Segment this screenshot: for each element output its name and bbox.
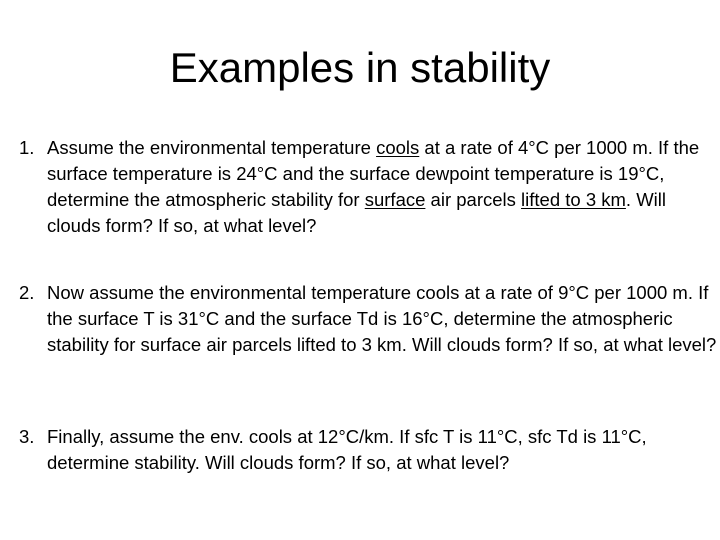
list-item-1	[19, 135, 719, 239]
list-item-2	[19, 280, 719, 358]
slide-title: Examples in stability	[169, 44, 551, 91]
item-number: 3.	[19, 426, 35, 447]
item-text: Finally, assume the env. cools at 12°C/km. If sfc T is 11°C, sfc Td is 11°C, determine stability. Will clouds form? If so, at what level?	[47, 426, 647, 473]
underlined-text-cools: cools	[376, 137, 420, 158]
underlined-text-surface: surface	[364, 189, 426, 210]
item-number: 2.	[19, 282, 35, 303]
item-number: 1.	[19, 137, 35, 158]
item-text: Now assume the environmental temperature cools at a rate of 9°C per 1000 m. If the surface T is 31°C and the surface Td is 16°C, determine the atmospheric stability for surface air parcels lifted to 3 km. Will clouds form? If so, at what level?	[47, 282, 717, 355]
item-text-part: air parcels	[425, 189, 522, 210]
item-text-part: . Will clouds form? If so, at what level?	[47, 189, 666, 236]
underlined-text-lifted: lifted to 3 km	[521, 189, 626, 210]
item-text	[47, 135, 719, 239]
item-text-part: Assume the environmental temperature	[47, 137, 377, 158]
list-item-3	[19, 424, 719, 476]
item-text-part: at a rate of 4°C per 1000 m. If the surface temperature is 24°C and the surface dewpoint temperature is 19°C, determine the atmospheric stability for	[47, 137, 700, 210]
